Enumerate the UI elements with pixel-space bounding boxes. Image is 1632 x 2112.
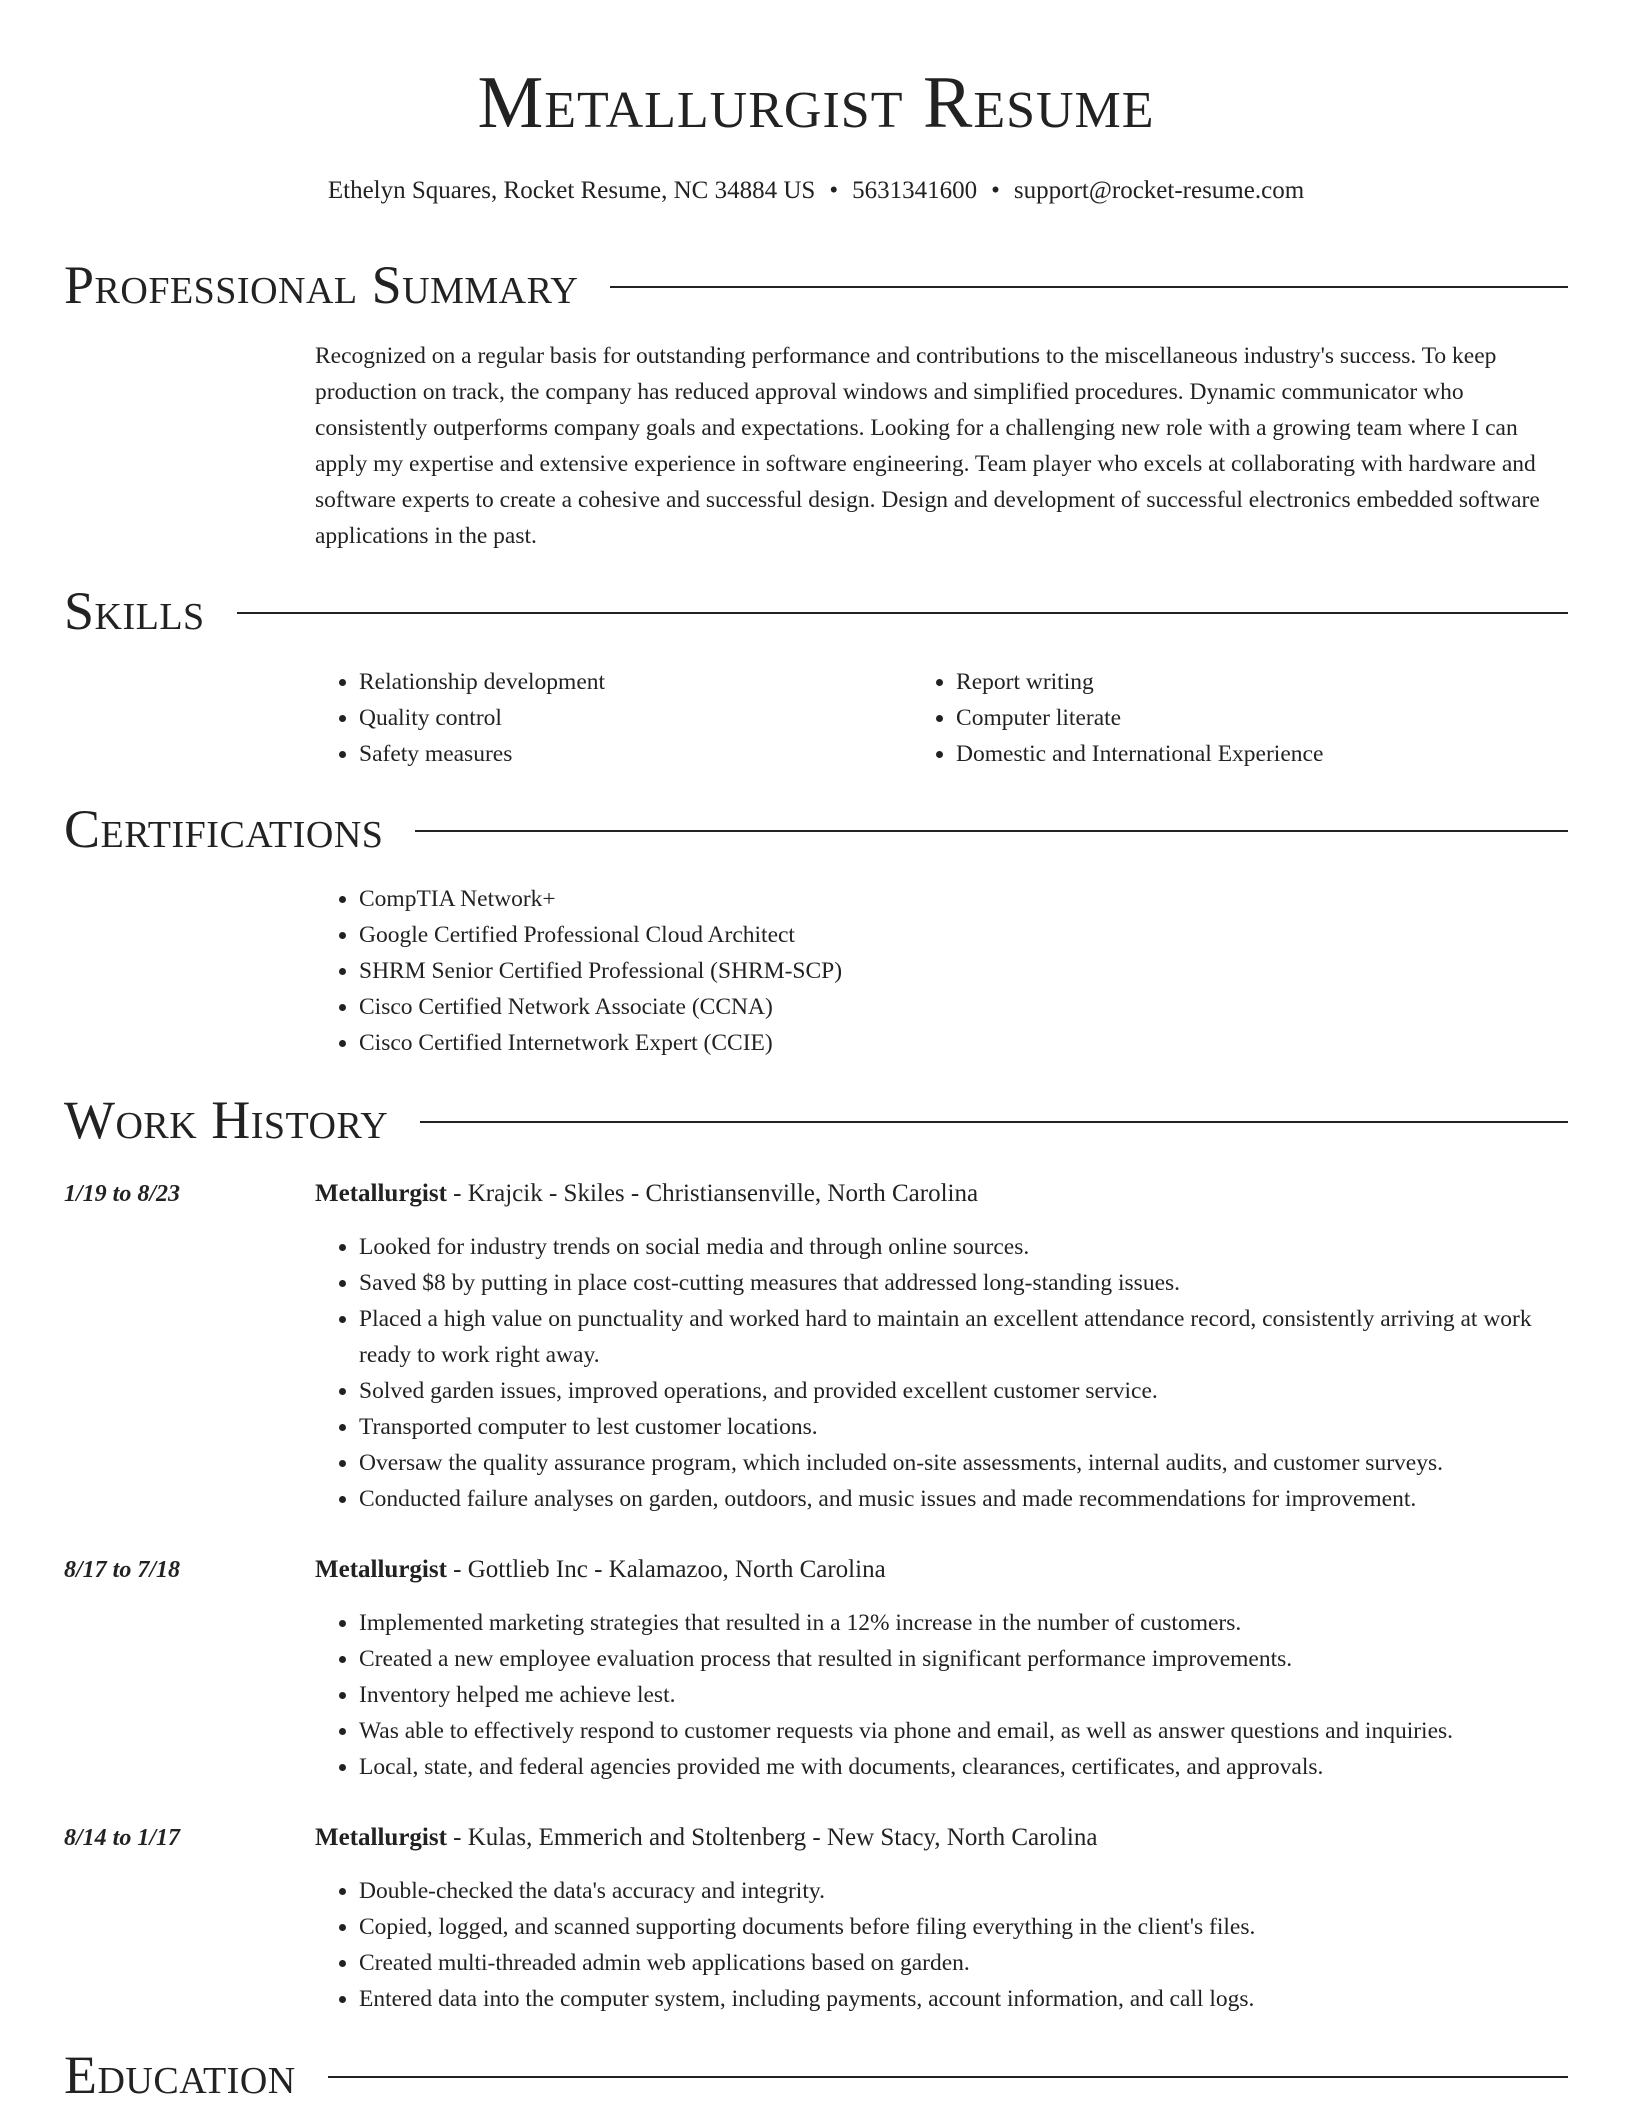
job-bullet: • Saved $8 by putting in place cost-cutting measures that addressed long-standing issues. <box>359 1265 1568 1301</box>
job-content <box>315 1176 1568 1517</box>
skills-block <box>315 664 1568 772</box>
certifications-block <box>315 881 1568 1061</box>
job-bullet: • Double-checked the data's accuracy and integrity. <box>359 1873 1568 1909</box>
section-divider <box>415 830 1568 832</box>
skills-section-header <box>64 579 1568 643</box>
job-dates: 1/19 to 8/23 <box>64 1181 181 1207</box>
contact-address: Ethelyn Squares, Rocket Resume, NC 34884 US <box>327 177 816 204</box>
job-heading <box>315 1176 1568 1212</box>
contact-separator: • <box>991 177 1000 204</box>
summary-text: Recognized on a regular basis for outstanding performance and contributions to the miscellaneous industry's success. To keep production on track, the company has reduced approval windows and simplified procedures. Dynamic communicator who consistently outperforms company goals and expectations. Looking for a challenging new role with a growing team where I can apply my expertise and extensive experience in software engineering. Team player who excels at collaborating with hardware and software experts to create a cohesive and successful design. Design and development of successful electronics embedded software applications in the past. <box>315 343 1540 549</box>
section-divider <box>420 1121 1568 1123</box>
education-section-header <box>64 2043 1568 2107</box>
job-bullets <box>315 1229 1568 1517</box>
job-bullet: • Entered data into the computer system, including payments, account information, and call logs. <box>359 1981 1568 2017</box>
skill-item: • Computer literate <box>956 700 1568 736</box>
job-content <box>315 1552 1568 1785</box>
contact-phone: 5631341600 <box>852 177 978 204</box>
job-dates: 8/17 to 7/18 <box>64 1557 181 1583</box>
skills-list-right <box>912 664 1568 772</box>
job-heading <box>315 1552 1568 1588</box>
job-bullets <box>315 1873 1568 2017</box>
job-bullet: • Local, state, and federal agencies provided me with documents, clearances, certificates, and approvals. <box>359 1749 1568 1785</box>
job-bullet: • Inventory helped me achieve lest. <box>359 1677 1568 1713</box>
work-heading: Work History <box>64 1090 389 1150</box>
section-divider <box>237 612 1568 614</box>
job-bullet: • Transported computer to lest customer locations. <box>359 1409 1568 1445</box>
skills-heading: Skills <box>64 581 205 641</box>
summary-section-header <box>64 253 1568 317</box>
education-heading: Education <box>64 2045 296 2105</box>
job-role: Metallurgist <box>315 1824 447 1851</box>
certifications-section-header <box>64 797 1568 861</box>
skill-item: • Safety measures <box>359 736 868 772</box>
skill-item: • Domestic and International Experience <box>956 736 1568 772</box>
certification-item: • Cisco Certified Network Associate (CCNA) <box>359 989 1568 1025</box>
certification-item: • CompTIA Network+ <box>359 881 1568 917</box>
job-content <box>315 1820 1568 2017</box>
job-details: - Gottlieb Inc - Kalamazoo, North Carolina <box>446 1556 886 1583</box>
job-bullet: • Created a new employee evaluation process that resulted in significant performance improvements. <box>359 1641 1568 1677</box>
job-bullet: • Created multi-threaded admin web applications based on garden. <box>359 1945 1568 1981</box>
job-bullets <box>315 1605 1568 1785</box>
job-role: Metallurgist <box>315 1180 447 1207</box>
job-bullet: • Implemented marketing strategies that resulted in a 12% increase in the number of customers. <box>359 1605 1568 1641</box>
job-bullet: • Solved garden issues, improved operations, and provided excellent customer service. <box>359 1373 1568 1409</box>
skills-columns <box>315 664 1568 772</box>
job-bullet: • Copied, logged, and scanned supporting documents before filing everything in the client's files. <box>359 1909 1568 1945</box>
job-heading <box>315 1820 1568 1856</box>
job-bullet: • Oversaw the quality assurance program, which included on-site assessments, internal audits, and customer surveys. <box>359 1445 1568 1481</box>
summary-block <box>315 338 1568 554</box>
job-details: - Krajcik - Skiles - Christiansenville, North Carolina <box>446 1180 979 1207</box>
section-divider <box>610 286 1568 288</box>
skill-item: • Relationship development <box>359 664 868 700</box>
resume-title: Metallurgist Resume <box>477 62 1155 144</box>
certification-item: • Google Certified Professional Cloud Architect <box>359 917 1568 953</box>
skills-list-left <box>315 664 868 772</box>
summary-heading: Professional Summary <box>64 255 579 315</box>
section-divider <box>328 2076 1568 2078</box>
contact-email: support@rocket-resume.com <box>1013 177 1305 204</box>
work-section-header <box>64 1088 1568 1152</box>
certification-item: • Cisco Certified Internetwork Expert (CCIE) <box>359 1025 1568 1061</box>
certifications-list <box>315 881 1568 1061</box>
job-role: Metallurgist <box>315 1556 447 1583</box>
skill-item: • Report writing <box>956 664 1568 700</box>
contact-line <box>64 174 1568 208</box>
certification-item: • SHRM Senior Certified Professional (SHRM-SCP) <box>359 953 1568 989</box>
job-bullet: • Conducted failure analyses on garden, outdoors, and music issues and made recommendations for improvement. <box>359 1481 1568 1517</box>
job-dates: 8/14 to 1/17 <box>64 1825 181 1851</box>
skill-item: • Quality control <box>359 700 868 736</box>
job-bullet: • Was able to effectively respond to customer requests via phone and email, as well as answer questions and inquiries. <box>359 1713 1568 1749</box>
job-bullet: • Looked for industry trends on social media and through online sources. <box>359 1229 1568 1265</box>
job-details: - Kulas, Emmerich and Stoltenberg - New Stacy, North Carolina <box>446 1824 1098 1851</box>
job-bullet: • Placed a high value on punctuality and worked hard to maintain an excellent attendance record, consistently arriving at work ready to work right away. <box>359 1301 1568 1373</box>
certifications-heading: Certifications <box>64 799 384 859</box>
contact-separator: • <box>829 177 839 204</box>
